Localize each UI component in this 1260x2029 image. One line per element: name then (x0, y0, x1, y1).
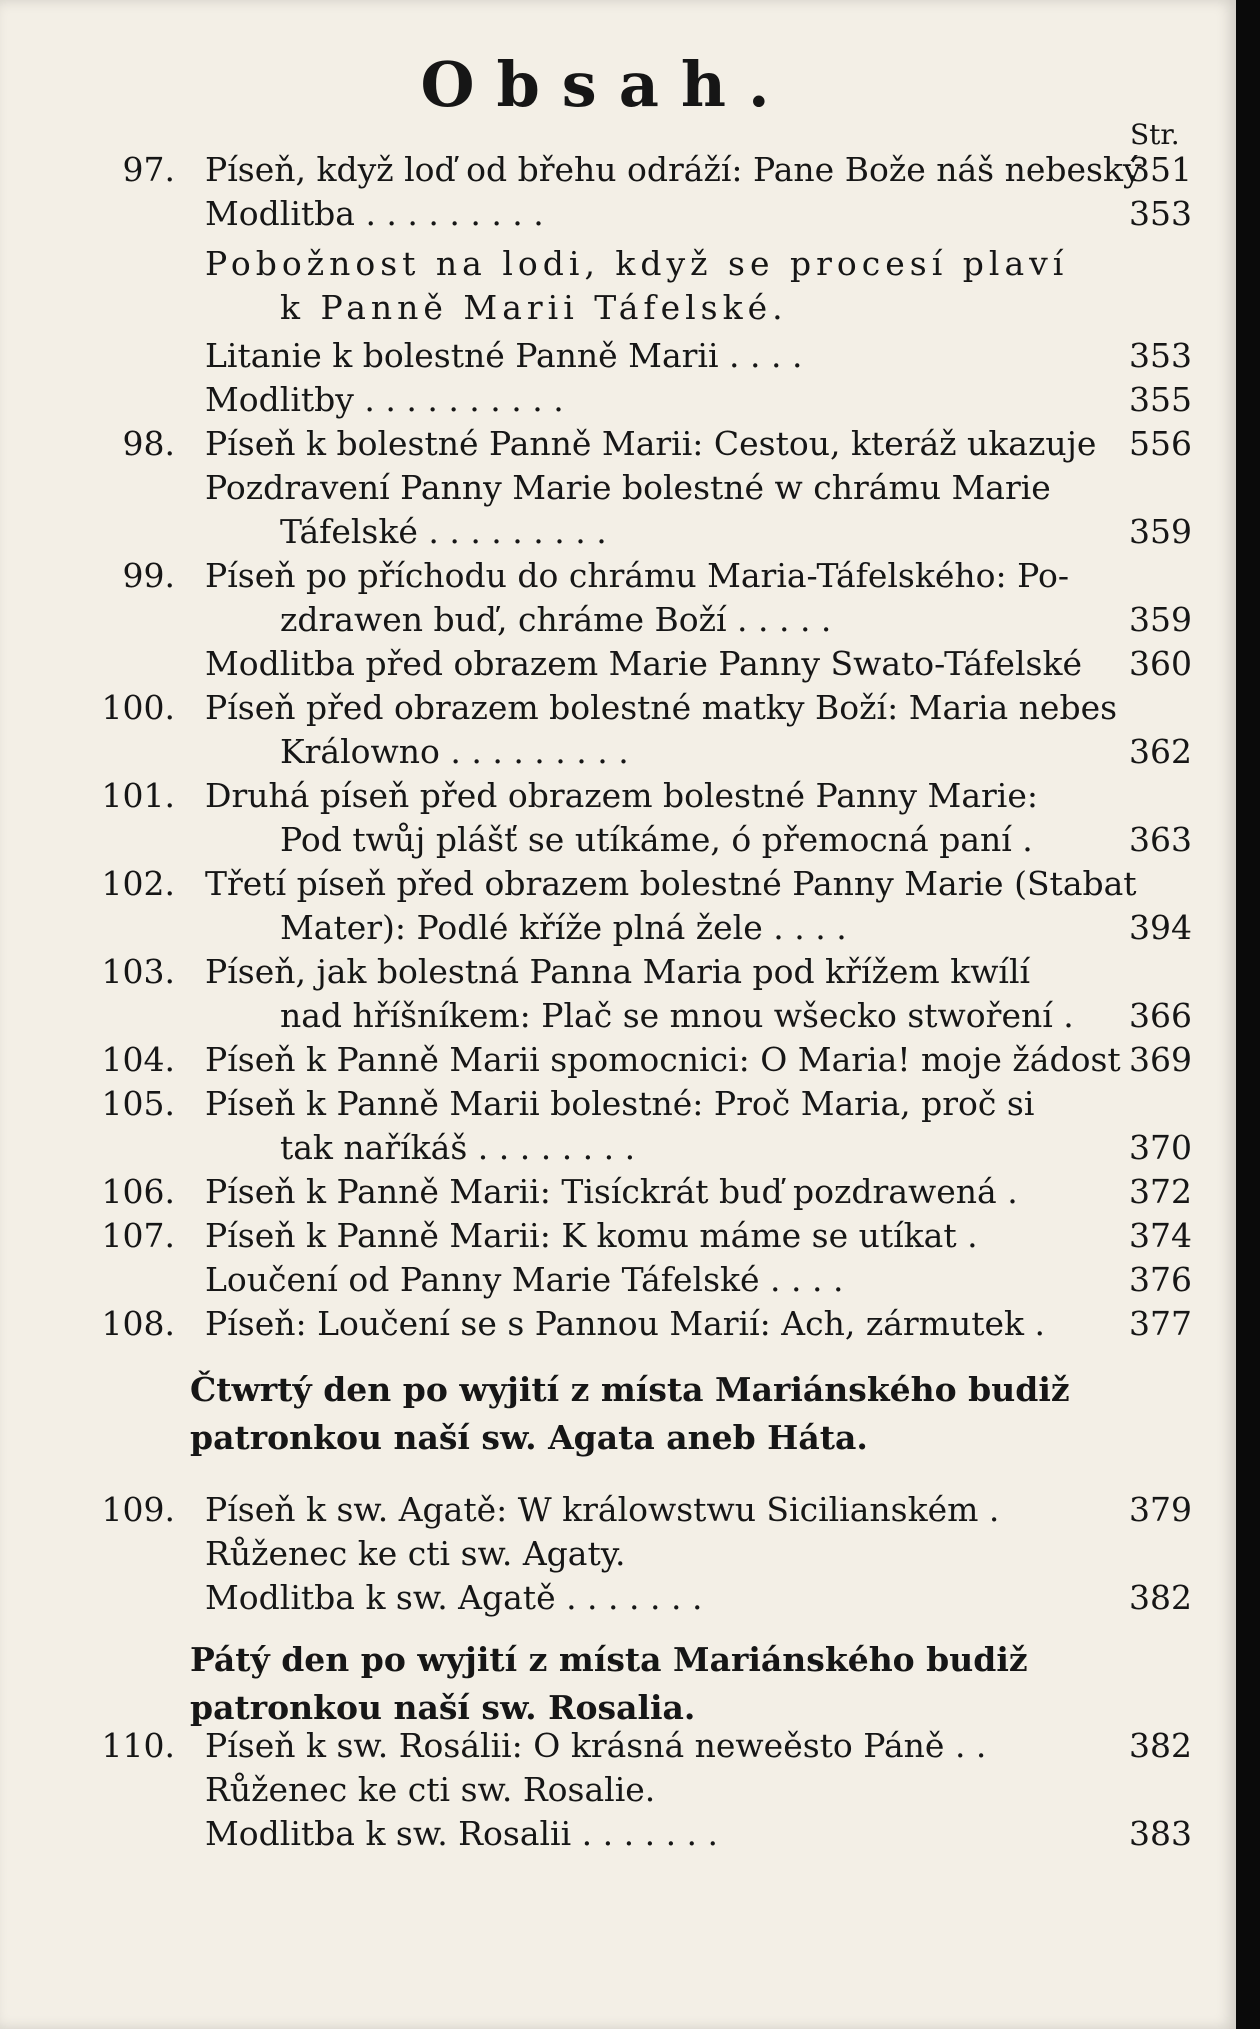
section-heading-day-4: Čtwrtý den po wyjití z místa Mariánského budiž patronkou naší sw. Agata aneb Háta. (190, 1370, 1070, 1457)
section-heading-day-5: Pátý den po wyjití z místa Mariánského budiž patronkou naší sw. Rosalia. (190, 1640, 1028, 1727)
page-column-label: Str. (1130, 118, 1180, 151)
page-edge-shadow (1236, 0, 1260, 2029)
book-page: Obsah. Str. 97. Píseň, když loď od břehu odráží: Pane Bože náš nebeský 351 Modlitba . . . . . . . . . 353 Pobožnost na lodi, když se procesí plaví k Panně Marii Táfelské. Litanie k bolestné Panně Marii . . . . 353 Modlitby . . . . . . . . . . 355 98. Píseň k bolestné Panně Marii: Cestou, kteráž ukazuje 556 Pozdravení Panny Marie bolestné w chrámu Marie Táfelské . . . . . . . . . 359 99. Píseň po příchodu do chrámu Maria-Táfelského: Po- zdrawen buď, chráme Boží . . . . . 359 Modlitba před obrazem Marie Panny Swato-Táfelské 360 100. Píseň před obrazem bolestné matky Boží: Maria nebes Králowno . . . . . . . . . 362 101. Druhá píseň před obrazem bolestné Panny Marie: Pod twůj plášť se utíkáme, ó přemocná paní . 363 102. Třetí píseň před obrazem bolestné Panny Marie (Stabat Mater): Podlé kříže plná žele . . . . 394 103. Píseň, jak bolestná Panna Maria pod křížem kwílí nad hříšníkem: Plač se mnou wšecko stwoření . 366 104. Píseň k Panně Marii spomocnici: O Maria! moje žádost 369 105. Píseň k Panně Marii bolestné: Proč Maria, proč si tak naříkáš . . . . . . . . 370 106. Píseň k Panně Marii: Tisíckrát buď pozdrawená . 372 107. Píseň k Panně Marii: K komu máme se utíkat . 374 Loučení od Panny Marie Táfelské . . . . 376 108. Píseň: Loučení se s Pannou Marií: Ach, zármutek . 377 Čtwrtý den po wyjití z místa Mariánského budiž patronkou naší sw. Agata aneb Háta. 109. Píseň k sw. Agatě: W králowstwu Sicilianském . 379 Růženec ke cti sw. Agaty. Modlitba k sw. Agatě . . . . . . . 382 Pátý den po wyjití z místa Mariánského budiž patronkou naší sw. Rosalia. 110. Píseň k sw. Rosálii: O krásná neweěsto Páně . . 382 Růženec ke cti sw. Rosalie. Modlitba k sw. Rosalii . . . . . . . 383 (0, 0, 1236, 2029)
page-title: Obsah. (420, 48, 792, 121)
